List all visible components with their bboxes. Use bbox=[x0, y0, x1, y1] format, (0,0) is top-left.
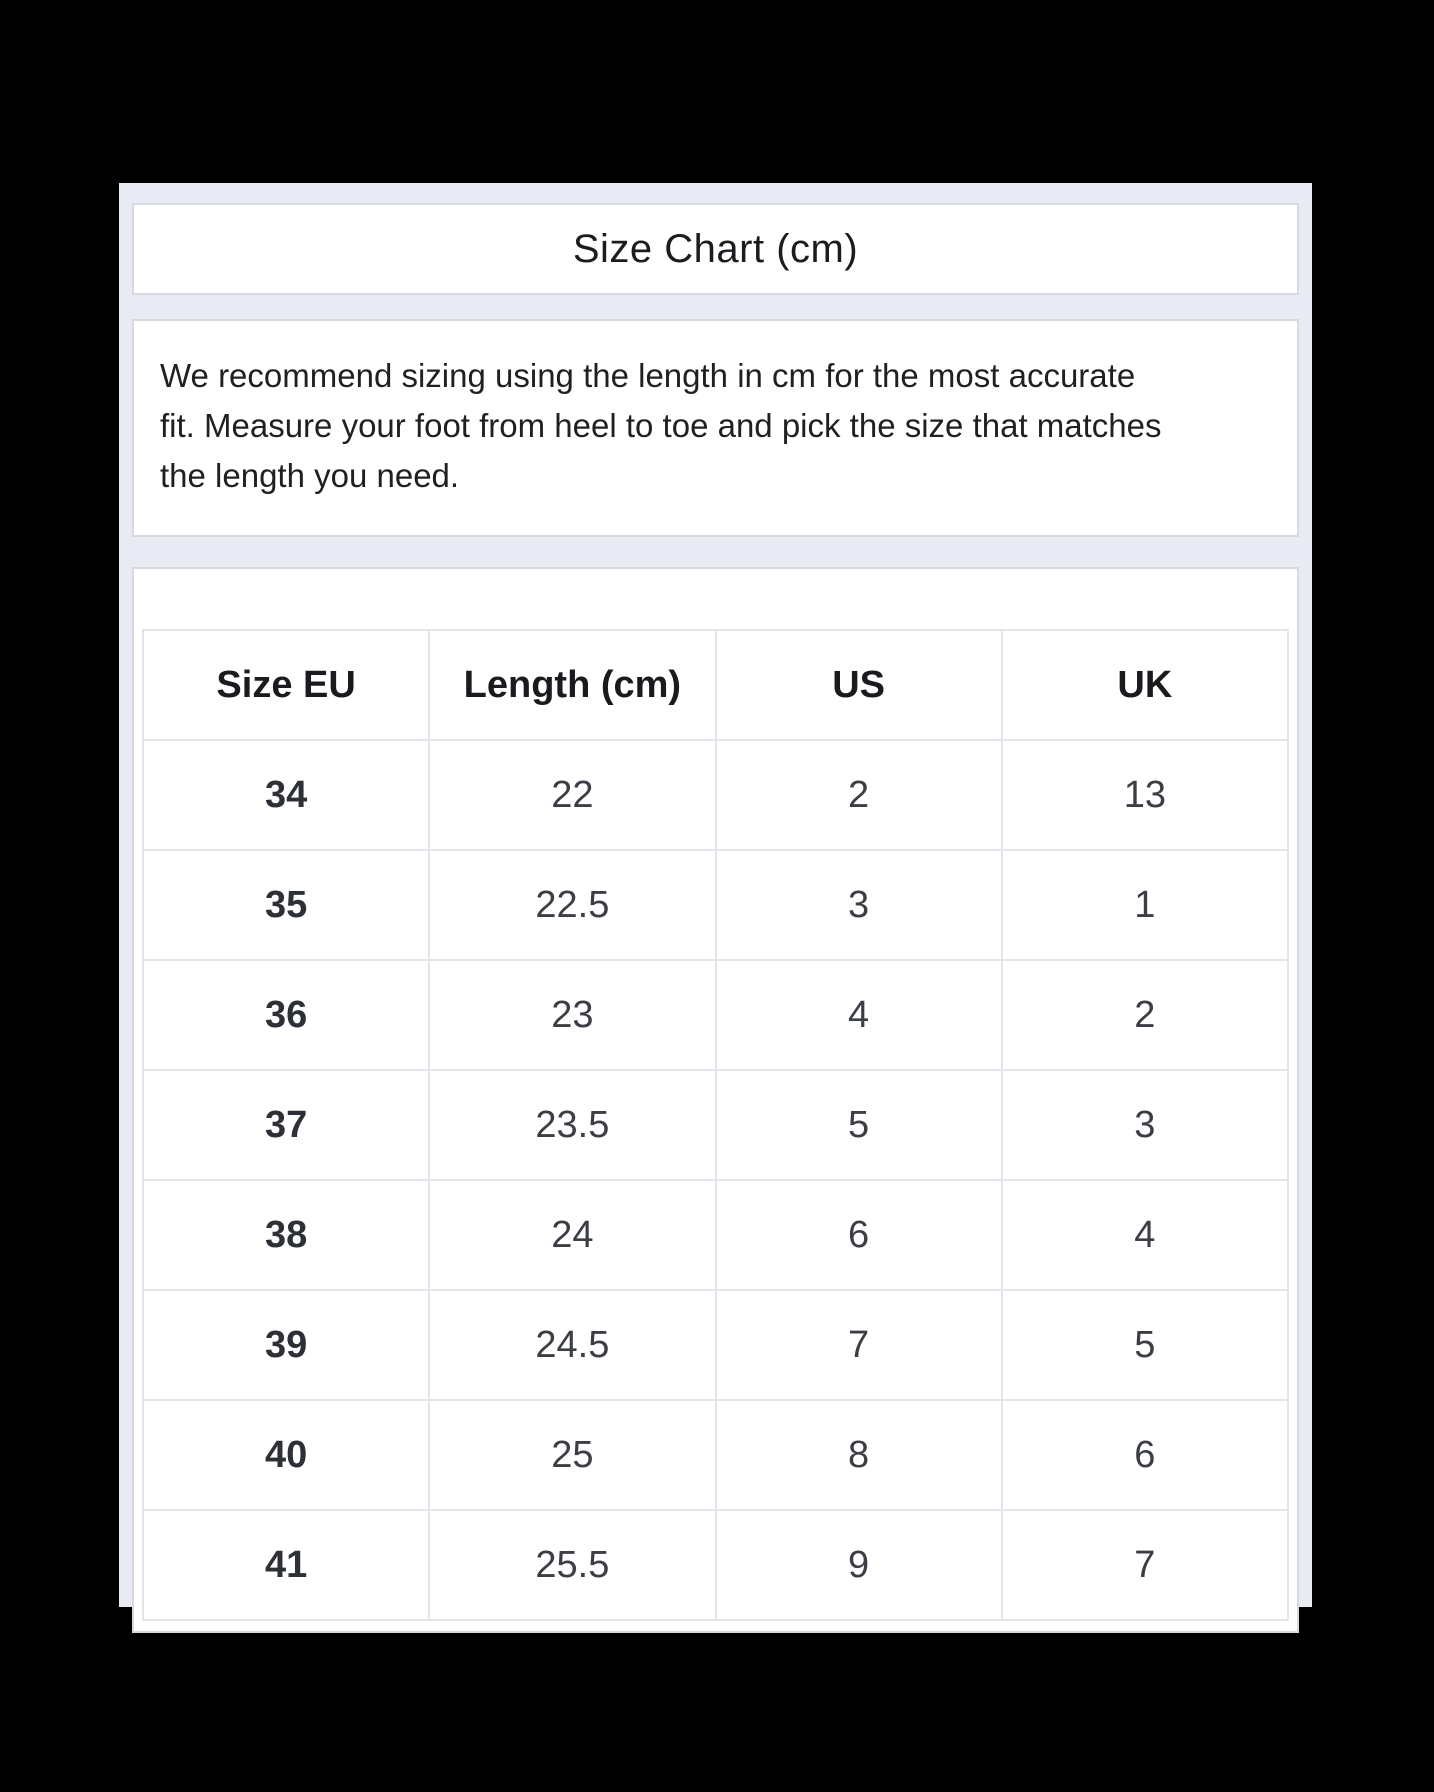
sizing-recommendation-panel bbox=[132, 319, 1299, 537]
size-conversion-table bbox=[142, 629, 1289, 1621]
cell-length-cm: 22 bbox=[429, 740, 715, 850]
cell-us: 6 bbox=[716, 1180, 1002, 1290]
sizing-recommendation-line: fit. Measure your foot from heel to toe and pick the size that matches bbox=[160, 407, 1162, 444]
table-row bbox=[143, 1180, 1288, 1290]
column-header-length-cm: Length (cm) bbox=[429, 630, 715, 740]
size-chart-title-bar bbox=[132, 203, 1299, 295]
table-row bbox=[143, 1510, 1288, 1620]
cell-uk: 4 bbox=[1002, 1180, 1288, 1290]
cell-uk: 13 bbox=[1002, 740, 1288, 850]
cell-length-cm: 25 bbox=[429, 1400, 715, 1510]
size-chart-card bbox=[119, 183, 1312, 1607]
cell-uk: 6 bbox=[1002, 1400, 1288, 1510]
table-row bbox=[143, 850, 1288, 960]
page-title: Size Chart (cm) bbox=[572, 226, 859, 271]
cell-length-cm: 25.5 bbox=[429, 1510, 715, 1620]
cell-size-eu: 41 bbox=[143, 1510, 429, 1620]
cell-length-cm: 23 bbox=[429, 960, 715, 1070]
cell-uk: 5 bbox=[1002, 1290, 1288, 1400]
cell-size-eu: 38 bbox=[143, 1180, 429, 1290]
cell-length-cm: 24 bbox=[429, 1180, 715, 1290]
table-row bbox=[143, 740, 1288, 850]
cell-size-eu: 34 bbox=[143, 740, 429, 850]
cell-us: 4 bbox=[716, 960, 1002, 1070]
table-row bbox=[143, 1400, 1288, 1510]
cell-size-eu: 40 bbox=[143, 1400, 429, 1510]
column-header-size-eu: Size EU bbox=[143, 630, 429, 740]
cell-size-eu: 39 bbox=[143, 1290, 429, 1400]
cell-size-eu: 36 bbox=[143, 960, 429, 1070]
cell-length-cm: 22.5 bbox=[429, 850, 715, 960]
cell-us: 8 bbox=[716, 1400, 1002, 1510]
cell-uk: 7 bbox=[1002, 1510, 1288, 1620]
cell-size-eu: 35 bbox=[143, 850, 429, 960]
cell-size-eu: 37 bbox=[143, 1070, 429, 1180]
cell-uk: 2 bbox=[1002, 960, 1288, 1070]
sizing-recommendation-line: the length you need. bbox=[160, 457, 460, 494]
cell-uk: 3 bbox=[1002, 1070, 1288, 1180]
cell-length-cm: 23.5 bbox=[429, 1070, 715, 1180]
table-row bbox=[143, 1070, 1288, 1180]
table-row bbox=[143, 1290, 1288, 1400]
sizing-recommendation-line: We recommend sizing using the length in cm for the most accurate bbox=[160, 357, 1136, 394]
cell-length-cm: 24.5 bbox=[429, 1290, 715, 1400]
size-table-panel bbox=[132, 567, 1299, 1633]
cell-us: 3 bbox=[716, 850, 1002, 960]
cell-us: 9 bbox=[716, 1510, 1002, 1620]
table-header-row bbox=[143, 630, 1288, 740]
cell-us: 5 bbox=[716, 1070, 1002, 1180]
column-header-us: US bbox=[716, 630, 1002, 740]
cell-us: 2 bbox=[716, 740, 1002, 850]
table-row bbox=[143, 960, 1288, 1070]
cell-uk: 1 bbox=[1002, 850, 1288, 960]
column-header-uk: UK bbox=[1002, 630, 1288, 740]
cell-us: 7 bbox=[716, 1290, 1002, 1400]
